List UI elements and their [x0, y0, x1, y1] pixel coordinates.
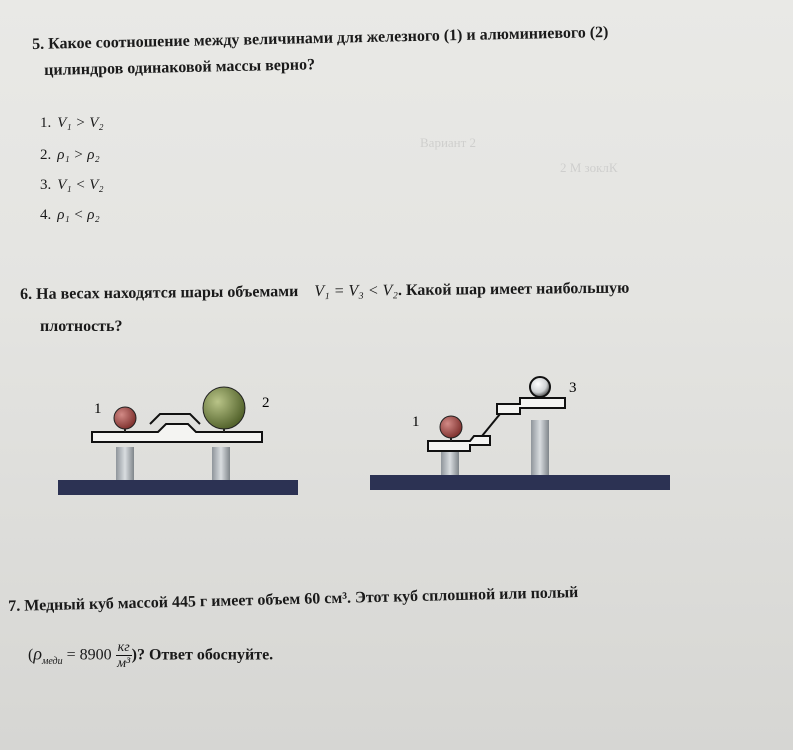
question-7-tail: )? Ответ обоснуйте.: [131, 646, 274, 664]
option-number: 1.: [40, 115, 52, 131]
post-right-1: [441, 452, 459, 475]
post-left-2: [212, 447, 230, 480]
option-number: 3.: [40, 177, 52, 193]
label-ball-2: 2: [262, 395, 270, 411]
bleed-text: 2 M зоклК: [560, 160, 618, 175]
question-7-line2: ($\rho_{меди} = 8900$ кг м³ )? Ответ обоснуйте.: [28, 640, 274, 672]
unit-numerator: кг: [117, 640, 130, 655]
bleed-text: Вариант 2: [420, 135, 477, 150]
question-5-line1: 5. Какое соотношение между величинами для железного (1) и алюминиевого (2): [32, 23, 609, 53]
option-expression: V₁ < V₂: [57, 177, 104, 193]
ball-1-left: [114, 407, 136, 429]
base-right: [370, 475, 670, 490]
post-right-3: [531, 420, 549, 475]
label-ball-3: 3: [569, 380, 577, 396]
option-expression: V₁ > V₂: [57, 115, 104, 131]
beam-right-low: [428, 436, 490, 451]
question-6-line2: плотность?: [40, 318, 123, 335]
question-6-formula: V₁ = V₃ < V₂: [314, 282, 399, 300]
option-number: 2.: [40, 147, 52, 163]
option-expression: ρ₁ > ρ₂: [57, 147, 100, 163]
label-ball-1-left: 1: [94, 401, 102, 417]
beam-right-link: [482, 414, 500, 436]
question-7-line1: 7. Медный куб массой 445 г имеет объем 60 см³. Этот куб сплошной или полый: [8, 584, 579, 615]
question-5-line2: цилиндров одинаковой массы верно?: [44, 56, 316, 79]
beam-right-high: [497, 398, 565, 414]
ball-3: [530, 377, 550, 397]
pan-connector-left: [150, 414, 200, 424]
unit-fraction: [116, 640, 132, 672]
post-left-1: [116, 447, 134, 480]
base-left: [58, 480, 298, 495]
question-6-text-a: 6. На весах находятся шары объемами: [20, 283, 299, 303]
question-6-text-b: . Какой шар имеет наибольшую: [397, 279, 630, 300]
ball-1-right: [440, 416, 462, 438]
rho-symbol: ρ: [33, 643, 42, 664]
rho-subscript: меди: [41, 655, 63, 667]
unit-denominator: м³: [117, 656, 131, 672]
label-ball-1-right: 1: [412, 414, 420, 430]
ball-2: [203, 387, 245, 429]
option-expression: ρ₁ < ρ₂: [57, 207, 100, 223]
option-number: 4.: [40, 207, 52, 223]
density-value: = 8900: [66, 646, 112, 664]
